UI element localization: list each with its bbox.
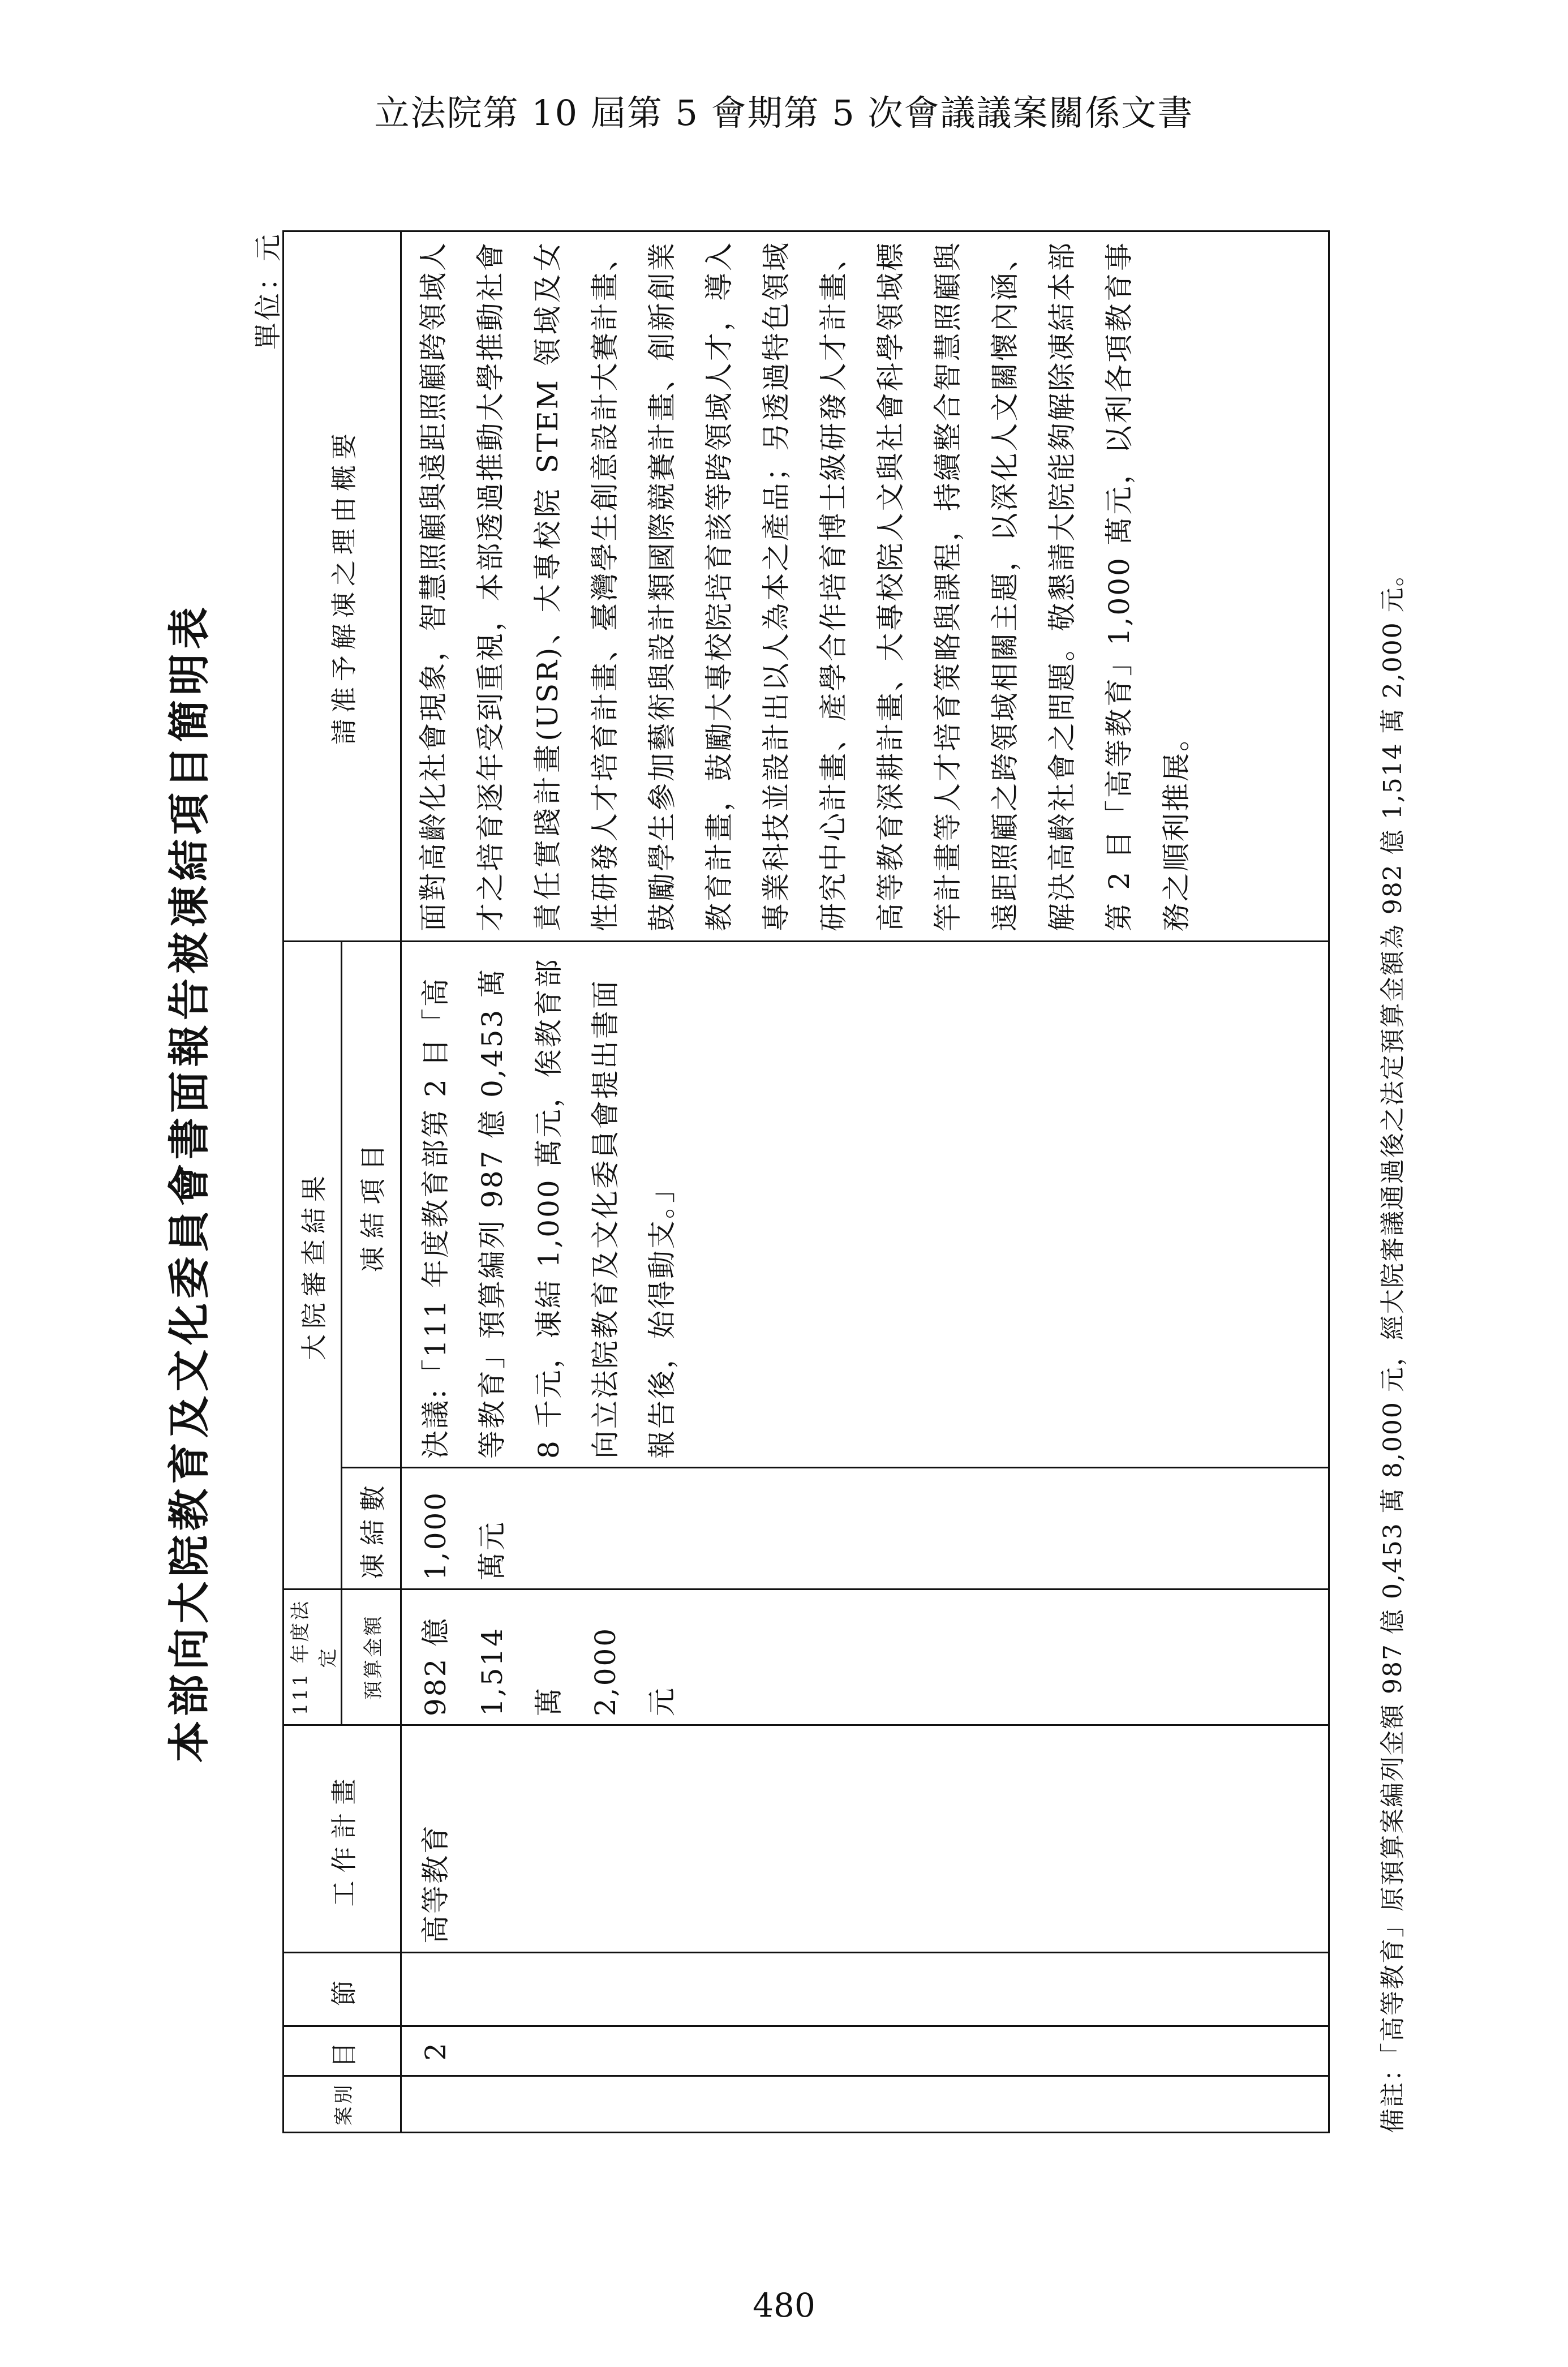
col-header-item: 目 [283,2026,401,2076]
page-number: 480 [753,2286,815,2325]
landscape-content [161,221,1429,2145]
cell-case [401,2076,1329,2133]
cell-reason: 面對高齡化社會現象，智慧照顧與遠距照顧跨領域人才之培育逐年受到重視，本部透過推動大學推動社會責任實踐計畫(USR)、大專校院 STEM 領域及女性研發人才培育計畫、臺灣學生創意設計大賽計畫、鼓勵學生參加藝術與設計類國際競賽計畫、創新創業教育計畫，鼓勵大專校院培育該等跨領域人才，導入專業科技並設計出以人為本之產品；另透過特色領域研究中心計畫、產學合作培育博士級研發人才計畫、高等教育深耕計畫、大專校院人文與社會科學領域標竿計畫等人才培育策略與課程，持續整合智慧照顧與遠距照顧之跨領域相關主題，以深化人文關懷內涵、解決高齡社會之問題。敬懇請大院能夠解除凍結本部第 2 目「高等教育」1,000 萬元，以利各項教育事務之順利推展。 [401,231,1329,942]
col-header-budget-group: 111 年度法定 [283,1590,342,1725]
document-title: 本部向大院教育及文化委員會書面報告被凍結項目簡明表 [165,603,214,1763]
cell-section [401,1953,1329,2026]
col-header-section: 節 [283,1953,401,2026]
col-header-reason: 請准予解凍之理由概要 [283,231,401,942]
col-header-case: 案別 [283,2076,401,2133]
col-header-frozen-amount: 凍結數 [342,1468,401,1590]
col-header-budget-amount: 預算金額 [342,1590,401,1725]
footnote: 備註：「高等教育」原預算案編列金額 987 億 0,453 萬 8,000 元，經大院審議通過後之法定預算金額為 982 億 1,514 萬 2,000 元。 [1378,560,1407,2133]
cell-budget-amount: 982 億 1,514 萬 2,000 元 [401,1590,1329,1725]
col-header-frozen-item: 凍結項目 [342,942,401,1468]
cell-work-plan: 高等教育 [401,1725,1329,1953]
cell-item: 2 [401,2026,1329,2076]
cell-frozen-item: 決議:「111 年度教育部第 2 目「高等教育」預算編列 987 億 0,453 萬 8 千元，凍結 1,000 萬元，俟教育部向立法院教育及文化委員會提出書面報告後，始得動支。」 [401,942,1329,1468]
page-header: 立法院第 10 屆第 5 會期第 5 次會議議案關係文書 [374,92,1194,134]
frozen-items-table [282,230,1330,2133]
table-row [401,231,1329,2133]
unit-label: 單位：元 [252,232,284,350]
col-header-review-group: 大院審查結果 [283,942,342,1590]
cell-frozen-amount: 1,000 萬元 [401,1468,1329,1590]
table-header-row-1 [283,231,342,2133]
col-header-work-plan: 工作計畫 [283,1725,401,1953]
